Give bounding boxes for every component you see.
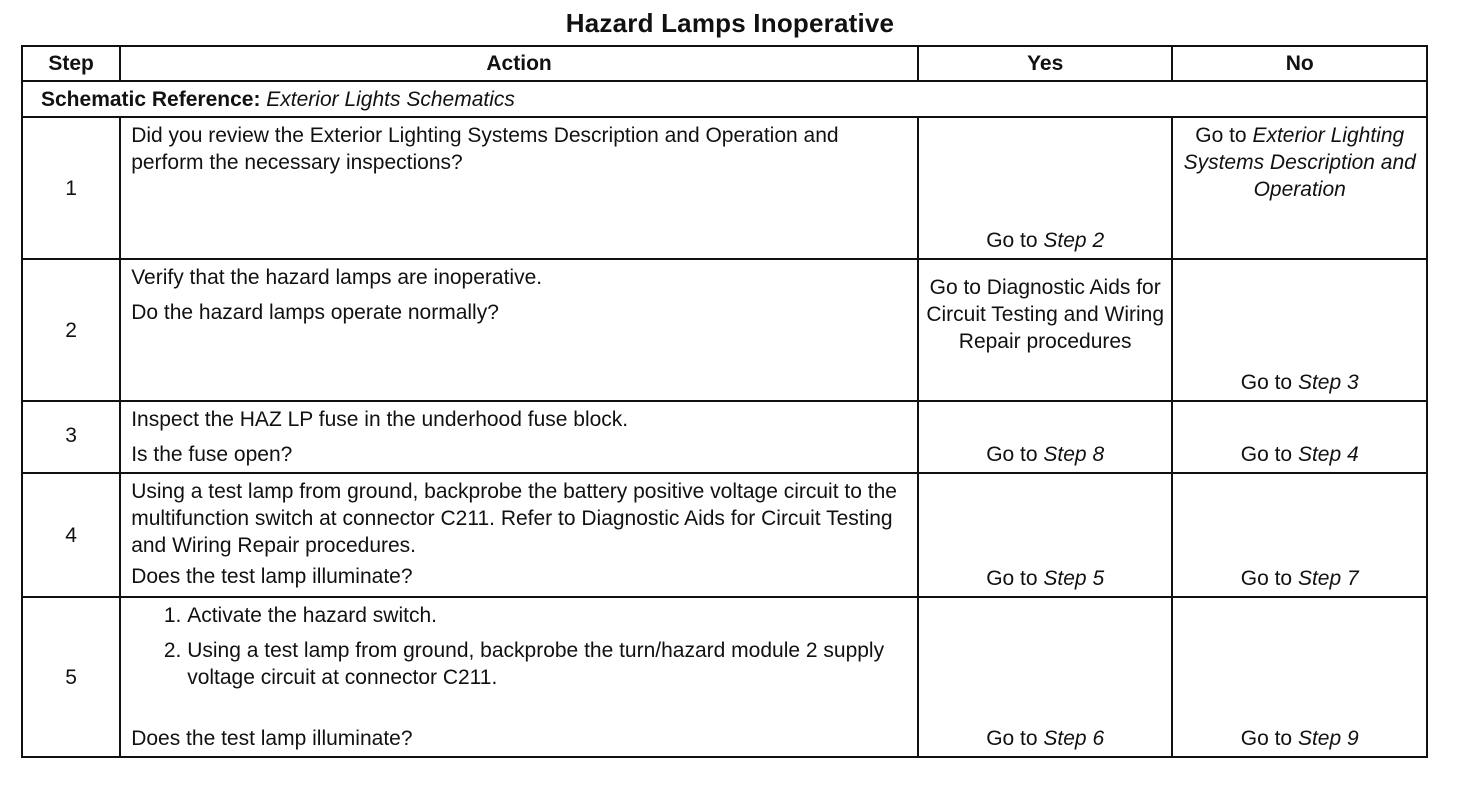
page-title: Hazard Lamps Inoperative bbox=[565, 8, 895, 38]
table-row bbox=[22, 117, 1427, 259]
schematic-reference bbox=[22, 81, 1427, 117]
schematic-label: Schematic Reference: bbox=[41, 87, 261, 111]
action-list bbox=[131, 602, 907, 699]
action-question: Does the test lamp illuminate? bbox=[131, 727, 413, 750]
no-prefix: Go to bbox=[1240, 727, 1298, 750]
no-step-ref[interactable]: Exterior Lighting Systems Description and Operation bbox=[1183, 124, 1416, 201]
yes-step-ref[interactable]: Step 6 bbox=[1043, 727, 1105, 750]
yes-prefix: Go to bbox=[986, 567, 1044, 590]
action-question: Does the test lamp illuminate? bbox=[131, 565, 413, 588]
yes-text[interactable]: Go to Diagnostic Aids for Circuit Testing and Wiring Repair procedures bbox=[926, 276, 1165, 353]
table-row bbox=[22, 401, 1427, 473]
table-row bbox=[22, 259, 1427, 401]
table-row bbox=[22, 473, 1427, 597]
no-cell[interactable] bbox=[1172, 117, 1427, 259]
step-number: 4 bbox=[22, 473, 120, 597]
action-text: Verify that the hazard lamps are inoperative. bbox=[131, 266, 543, 289]
step-action bbox=[120, 473, 918, 597]
step-number: 2 bbox=[22, 259, 120, 401]
yes-prefix: Go to bbox=[986, 229, 1044, 252]
no-cell[interactable] bbox=[1172, 401, 1427, 473]
yes-prefix: Go to bbox=[986, 727, 1044, 750]
yes-cell[interactable] bbox=[918, 259, 1173, 401]
no-cell[interactable] bbox=[1172, 259, 1427, 401]
yes-cell[interactable] bbox=[918, 401, 1173, 473]
table-row bbox=[22, 597, 1427, 757]
action-text: Inspect the HAZ LP fuse in the underhood fuse block. bbox=[131, 408, 629, 431]
no-cell[interactable] bbox=[1172, 597, 1427, 757]
no-cell[interactable] bbox=[1172, 473, 1427, 597]
yes-step-ref[interactable]: Step 2 bbox=[1043, 229, 1105, 252]
step-action-content bbox=[131, 602, 907, 752]
no-prefix: Go to bbox=[1240, 443, 1298, 466]
no-prefix: Go to bbox=[1240, 371, 1298, 394]
action-text: Using a test lamp from ground, backprobe the battery positive voltage circuit to the multifunction switch at connector C211. Refer to Diagnostic Aids for Circuit Testing and Wiring Repair procedures. bbox=[131, 480, 897, 557]
yes-cell[interactable] bbox=[918, 597, 1173, 757]
action-question: Is the fuse open? bbox=[131, 443, 293, 466]
diagnostic-table bbox=[21, 45, 1428, 758]
schematic-row bbox=[22, 81, 1427, 117]
yes-cell[interactable] bbox=[918, 473, 1173, 597]
yes-step-ref[interactable]: Step 8 bbox=[1043, 443, 1105, 466]
step-number: 5 bbox=[22, 597, 120, 757]
yes-cell[interactable] bbox=[918, 117, 1173, 259]
no-step-ref[interactable]: Step 4 bbox=[1297, 443, 1359, 466]
yes-step-ref[interactable]: Step 5 bbox=[1043, 567, 1105, 590]
step-action bbox=[120, 597, 918, 757]
step-action bbox=[120, 259, 918, 401]
yes-prefix: Go to bbox=[986, 443, 1044, 466]
no-step-ref[interactable]: Step 3 bbox=[1297, 371, 1359, 394]
header-yes: Yes bbox=[918, 46, 1173, 81]
no-prefix: Go to bbox=[1240, 567, 1298, 590]
step-action bbox=[120, 401, 918, 473]
step-number: 3 bbox=[22, 401, 120, 473]
step-action bbox=[120, 117, 918, 259]
header-action: Action bbox=[120, 46, 918, 81]
no-step-ref[interactable]: Step 7 bbox=[1297, 567, 1359, 590]
no-step-ref[interactable]: Step 9 bbox=[1297, 727, 1359, 750]
header-step: Step bbox=[22, 46, 120, 81]
list-item: 1. Activate the hazard switch. bbox=[187, 602, 907, 629]
header-row bbox=[22, 46, 1427, 81]
header-no: No bbox=[1172, 46, 1427, 81]
list-item: 2. Using a test lamp from ground, backprobe the turn/hazard module 2 supply voltage circuit at connector C211. bbox=[187, 637, 907, 691]
step-number: 1 bbox=[22, 117, 120, 259]
schematic-link[interactable]: Exterior Lights Schematics bbox=[266, 87, 515, 111]
action-question: Do the hazard lamps operate normally? bbox=[131, 301, 499, 324]
action-text: Did you review the Exterior Lighting Systems Description and Operation and perform the necessary inspections? bbox=[131, 124, 839, 174]
no-prefix: Go to bbox=[1195, 124, 1253, 147]
